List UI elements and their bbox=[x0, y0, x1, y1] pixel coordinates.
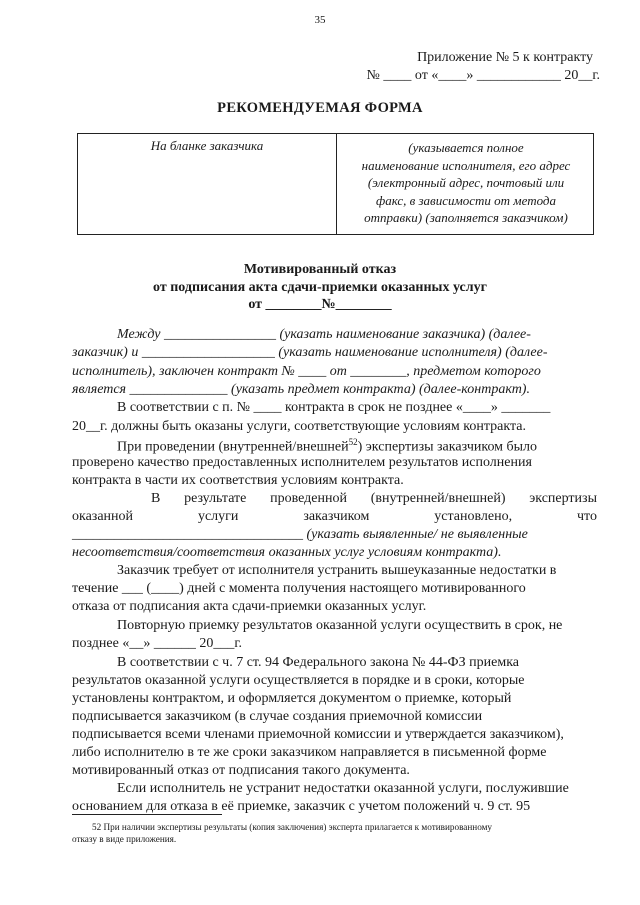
contractor-details-line: отправки) (заполняется заказчиком) bbox=[364, 210, 568, 225]
table-divider bbox=[336, 134, 337, 234]
body-line: В соответствии с п. № ____ контракта в срок не позднее «____» _______ bbox=[117, 400, 551, 415]
body-line bbox=[72, 509, 597, 525]
document-title: Мотивированный отказ bbox=[243, 262, 397, 277]
body-line: является ______________ (указать предмет контракта) (далее-контракт). bbox=[72, 382, 530, 397]
body-line: Повторную приемку результатов оказанной услуги осуществить в срок, не bbox=[117, 618, 563, 633]
body-word: результате bbox=[184, 491, 247, 506]
contractor-details-line: (указывается полное bbox=[408, 140, 524, 155]
body-line bbox=[117, 437, 537, 456]
body-line: Заказчик требует от исполнителя устранить вышеуказанные недостатки в bbox=[117, 563, 557, 578]
body-word: проведенной bbox=[270, 491, 347, 506]
body-line: 20__г. должны быть оказаны услуги, соответствующие условиям контракта. bbox=[72, 419, 526, 434]
footnote-text: отказу в виде приложения. bbox=[72, 834, 177, 844]
body-word: услуги bbox=[197, 509, 239, 524]
body-text: ) экспертизы заказчиком было bbox=[357, 439, 538, 455]
body-line: мотивированный отказ от подписания такого документа. bbox=[72, 763, 410, 778]
body-line: Между ________________ (указать наименование заказчика) (далее- bbox=[117, 327, 531, 342]
body-line: _________________________________ (указать выявленные/ не выявленные bbox=[72, 527, 528, 542]
document-date-number: от ________№________ bbox=[248, 297, 392, 312]
body-word: экспертизы bbox=[529, 491, 597, 506]
body-line: установлены контрактом, и оформляется документом о приемке, который bbox=[72, 691, 512, 706]
customer-letterhead-cell: На бланке заказчика bbox=[150, 138, 264, 153]
contractor-details-cell bbox=[340, 139, 592, 227]
body-line: подписывается всеми членами приемочной комиссии и утверждается заказчиком), bbox=[72, 727, 564, 742]
footnote-text: 52 При наличии экспертизы результаты (копия заключения) эксперта прилагается к мотивированному bbox=[92, 822, 493, 832]
body-line: результатов оказанной услуги осуществляется в порядке и в сроки, которые bbox=[72, 673, 525, 688]
footnote-separator bbox=[72, 814, 222, 815]
body-line: отказа от подписания акта сдачи-приемки оказанных услуг. bbox=[72, 599, 427, 614]
body-line: исполнитель), заключен контракт № ____ от ________, предметом которого bbox=[72, 364, 541, 379]
header-table bbox=[77, 133, 594, 235]
body-line: контракта в части их соответствия условиям контракта. bbox=[72, 473, 404, 488]
body-line: несоответствия/соответствия оказанных услуг условиям контракта). bbox=[72, 545, 502, 560]
form-title: РЕКОМЕНДУЕМАЯ ФОРМА bbox=[217, 100, 423, 116]
body-word: В bbox=[151, 491, 161, 506]
body-word: оказанной bbox=[72, 509, 134, 524]
contractor-details-line: наименование исполнителя, его адрес bbox=[361, 157, 571, 173]
footnote-marker: 52 bbox=[348, 437, 358, 447]
body-line: течение ___ (____) дней с момента получения настоящего мотивированного bbox=[72, 581, 526, 596]
body-line: Если исполнитель не устранит недостатки оказанной услуги, послужившие bbox=[117, 781, 569, 796]
body-line: либо исполнителю в те же сроки заказчиком направляется в письменной форме bbox=[72, 745, 547, 760]
body-line bbox=[151, 491, 597, 507]
body-word: что bbox=[577, 509, 597, 524]
body-line: проверено качество предоставленных исполнителем результатов исполнения bbox=[72, 455, 532, 470]
body-line: основанием для отказа в её приемке, заказчик с учетом положений ч. 9 ст. 95 bbox=[72, 799, 531, 814]
contract-number-line: № ____ от «____» ____________ 20__г. bbox=[366, 68, 600, 83]
page-number: 35 bbox=[314, 14, 326, 26]
body-line: заказчик) и ___________________ (указать наименование исполнителя) (далее- bbox=[72, 345, 548, 360]
body-line: подписывается заказчиком (в случае создания приемочной комиссии bbox=[72, 709, 483, 724]
contractor-details-line: (электронный адрес, почтовый или bbox=[367, 175, 565, 190]
appendix-reference: Приложение № 5 к контракту bbox=[417, 50, 593, 65]
body-word: заказчиком bbox=[303, 509, 370, 524]
contractor-details-line: факс, в зависимости от метода bbox=[376, 192, 556, 208]
body-line: позднее «__» ______ 20___г. bbox=[72, 636, 242, 651]
body-line: В соответствии с ч. 7 ст. 94 Федерального закона № 44-ФЗ приемка bbox=[117, 655, 519, 670]
document-subtitle: от подписания акта сдачи-приемки оказанных услуг bbox=[153, 280, 487, 295]
body-text: При проведении (внутренней/внешней bbox=[117, 439, 349, 455]
body-word: установлено, bbox=[434, 509, 513, 524]
body-word: (внутренней/внешней) bbox=[370, 491, 506, 506]
